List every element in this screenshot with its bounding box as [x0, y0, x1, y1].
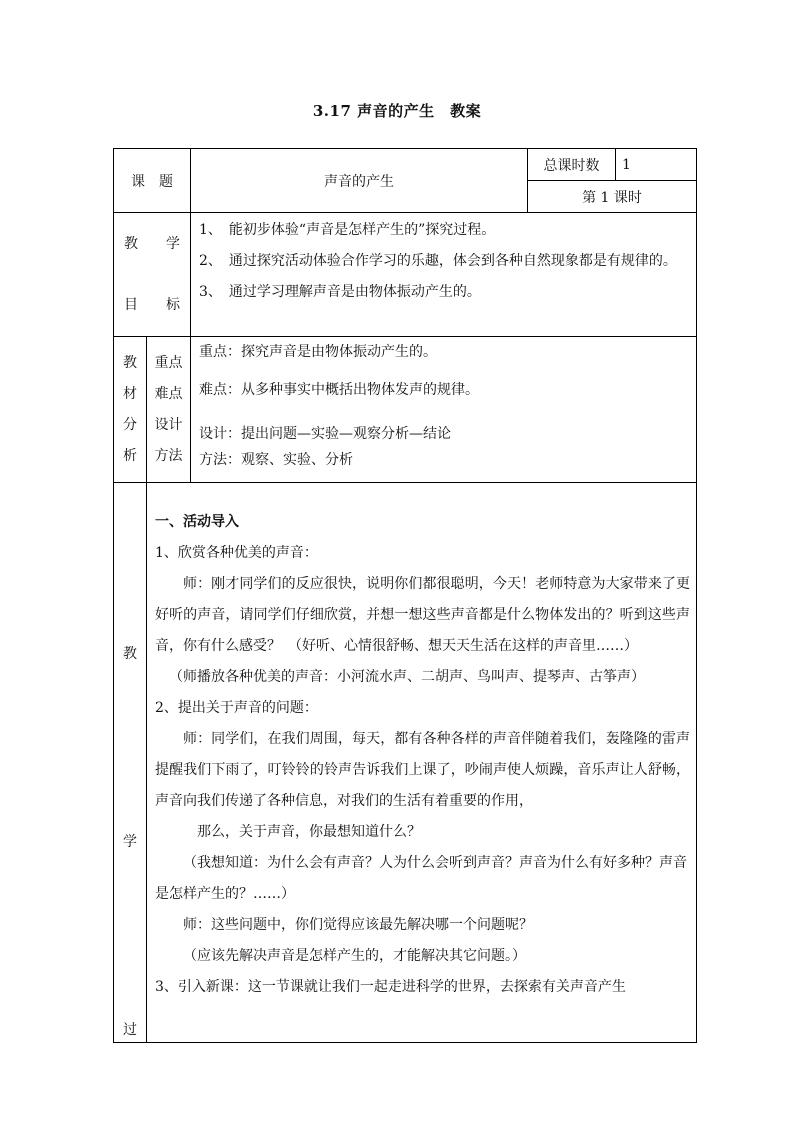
analysis-method: 方法：观察、实验、分析 [199, 452, 353, 468]
lesson-value: 声音的产生 [324, 173, 394, 190]
analysis-design: 设计：提出问题—实验—观察分析—结论 [199, 426, 451, 442]
process-side-cell [114, 483, 147, 1043]
analysis-content-cell [191, 337, 697, 483]
goals-label-line-1: 教 学 [124, 235, 180, 252]
process-paragraph-8: 师：这些问题中，你们觉得应该最先解决哪一个问题呢？ [183, 917, 533, 933]
total-periods-value-cell [616, 149, 697, 181]
process-paragraph-6: 那么，关于声音，你最想知道什么？ [197, 824, 421, 840]
analysis-sub-key: 重点 [154, 354, 183, 371]
analysis-sub-cell [147, 337, 191, 483]
process-paragraph-10: 3、引入新课：这一节课就让我们一起走进科学的世界，去探索有关声音产生 [155, 979, 626, 995]
lesson-value-cell [191, 149, 528, 213]
process-side-char-3: 过 [123, 1022, 137, 1038]
analysis-side-char-3: 分 [123, 416, 137, 433]
goals-label-line-2: 目 标 [124, 296, 180, 313]
document-title: 3.17 声音的产生 教案 [312, 102, 482, 120]
analysis-sub-design: 设计 [154, 416, 183, 433]
goals-content-cell [191, 213, 697, 337]
process-content-cell [147, 483, 697, 1043]
analysis-difficulty: 难点：从多种事实中概括出物体发声的规律。 [199, 382, 479, 398]
goal-item-2: 2、 通过探究活动体验合作学习的乐趣，体会到各种自然现象都是有规律的。 [199, 253, 677, 269]
total-periods-value: 1 [622, 156, 631, 173]
process-side-char-2: 学 [123, 834, 137, 850]
lesson-label: 课 题 [131, 173, 173, 190]
analysis-side-cell [114, 337, 147, 483]
process-heading: 一、活动导入 [155, 514, 239, 530]
process-paragraph-7: （我想知道：为什么会有声音？人为什么会听到声音？声音为什么有好多种？声音是怎样产生的？……） [155, 855, 687, 902]
period-cell [528, 181, 697, 213]
analysis-side-char-1: 教 [123, 354, 137, 371]
process-side-char-1: 教 [123, 646, 137, 662]
analysis-side-char-2: 材 [123, 385, 137, 402]
analysis-key-point: 重点：探究声音是由物体振动产生的。 [199, 344, 437, 360]
goal-item-1: 1、 能初步体验“声音是怎样产生的”探究过程。 [199, 222, 496, 238]
analysis-side-char-4: 析 [123, 447, 137, 464]
process-paragraph-5: 师：同学们，在我们周围，每天，都有各种各样的声音伴随着我们，轰隆隆的雷声提醒我们下雨了，叮铃铃的铃声告诉我们上课了，吵闹声使人烦躁，音乐声让人舒畅，声音向我们传递了各种信息，对我们的生活有着重要的作用， [155, 731, 690, 809]
lesson-label-cell [114, 149, 191, 213]
goal-item-3: 3、 通过学习理解声音是由物体振动产生的。 [199, 284, 481, 300]
process-paragraph-3: （师播放各种优美的声音：小河流水声、二胡声、鸟叫声、提琴声、古筝声） [169, 669, 645, 685]
analysis-sub-difficulty: 难点 [154, 385, 183, 402]
process-paragraph-2: 师：刚才同学们的反应很快，说明你们都很聪明，今天！老师特意为大家带来了更好听的声音，请同学们仔细欣赏，并想一想这些声音都是什么物体发出的？听到这些声音，你有什么感受？ （好听、心情很舒畅、想天天生活在这样的声音里……） [155, 576, 690, 654]
process-paragraph-9: （应该先解决声音是怎样产生的，才能解决其它问题。） [183, 948, 526, 964]
process-paragraph-1: 1、欣赏各种优美的声音： [155, 545, 318, 561]
analysis-sub-method: 方法 [154, 447, 183, 464]
process-paragraph-4: 2、提出关于声音的问题： [155, 700, 318, 716]
lesson-plan-table [113, 148, 697, 1043]
goals-label-cell [114, 213, 191, 337]
total-periods-label-cell [528, 149, 616, 181]
period-label: 第 1 课时 [582, 189, 642, 206]
total-periods-label: 总课时数 [543, 157, 600, 174]
